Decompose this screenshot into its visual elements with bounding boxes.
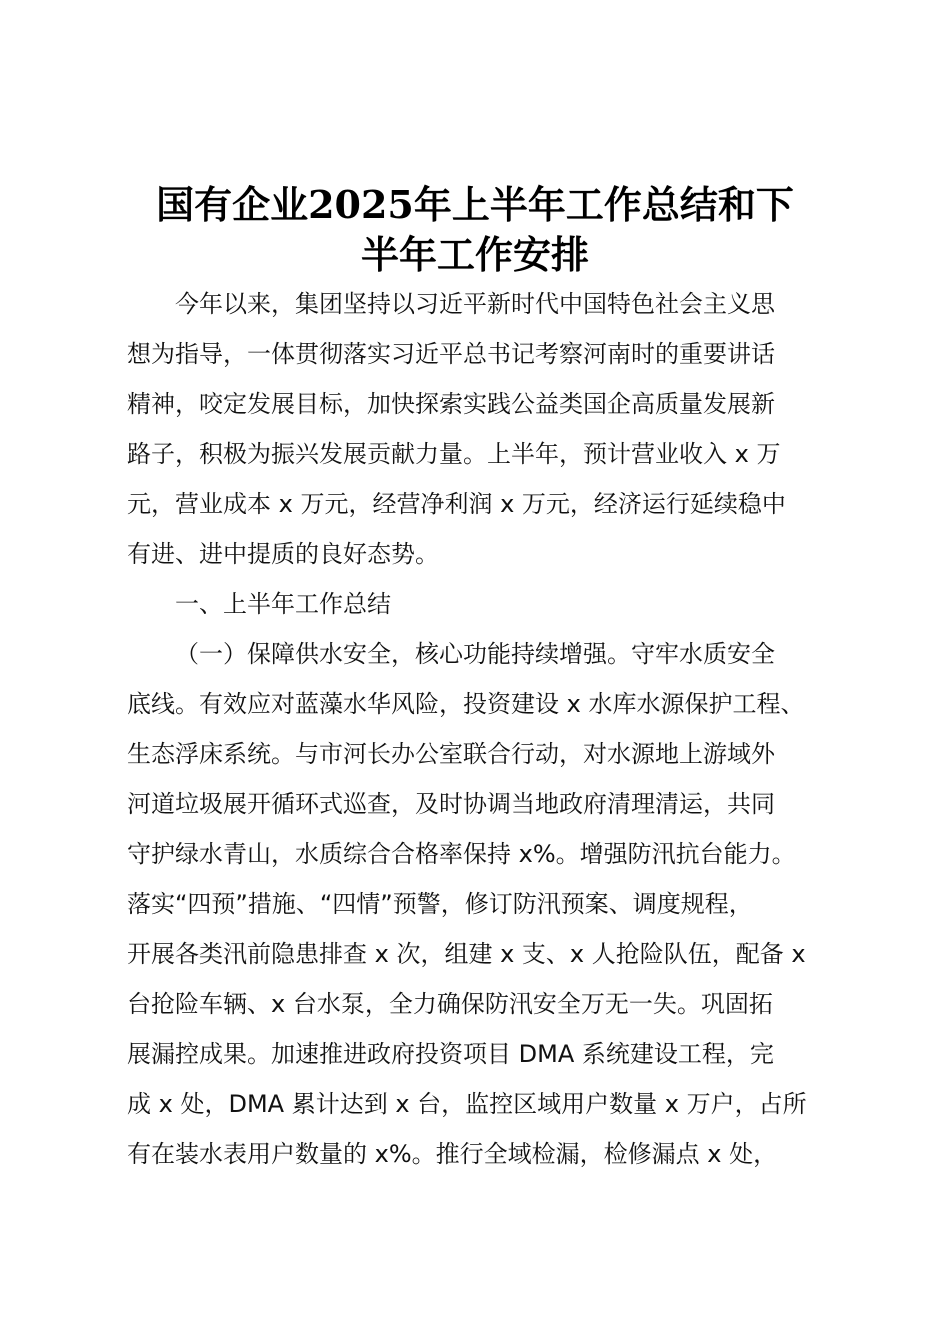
body-line: 落实“四预”措施、“四情”预警，修订防汛预案、调度规程， (127, 890, 753, 918)
body-line: 展漏控成果。加速推进政府投资项目 DMA 系统建设工程，完 (127, 1040, 774, 1068)
body-line: 想为指导，一体贯彻落实习近平总书记考察河南时的重要讲话 (127, 340, 775, 368)
body-line: 元，营业成本 x 万元，经营净利润 x 万元，经济运行延续稳中 (127, 490, 786, 518)
body-line: 有进、进中提质的良好态势。 (127, 540, 439, 568)
body-line: 河道垃圾展开循环式巡查，及时协调当地政府清理清运，共同 (127, 790, 775, 818)
body-line: 生态浮床系统。与市河长办公室联合行动，对水源地上游域外 (127, 740, 775, 768)
section-heading: 一、上半年工作总结 (175, 590, 391, 618)
body-line: 底线。有效应对蓝藻水华风险，投资建设 x 水库水源保护工程、 (127, 690, 805, 718)
document-title-line-1: 国有企业2025年上半年工作总结和下 (156, 182, 794, 227)
body-line: 成 x 处，DMA 累计达到 x 台，监控区域用户数量 x 万户，占所 (127, 1090, 807, 1118)
body-line: 开展各类汛前隐患排查 x 次，组建 x 支、x 人抢险队伍，配备 x (127, 940, 806, 968)
body-line: 守护绿水青山，水质综合合格率保持 x%。增强防汛抗台能力。 (127, 840, 796, 868)
body-line: 台抢险车辆、x 台水泵，全力确保防汛安全万无一失。巩固拓 (127, 990, 773, 1018)
document-title-line-2: 半年工作安排 (360, 232, 589, 277)
body-line: 今年以来，集团坚持以习近平新时代中国特色社会主义思 (175, 290, 775, 318)
subsection-line: （一）保障供水安全，核心功能持续增强。守牢水质安全 (175, 640, 775, 668)
body-line: 精神，咬定发展目标，加快探索实践公益类国企高质量发展新 (127, 390, 775, 418)
body-line: 有在装水表用户数量的 x%。推行全域检漏，检修漏点 x 处， (127, 1140, 778, 1168)
body-line: 路子，积极为振兴发展贡献力量。上半年，预计营业收入 x 万 (127, 440, 781, 468)
